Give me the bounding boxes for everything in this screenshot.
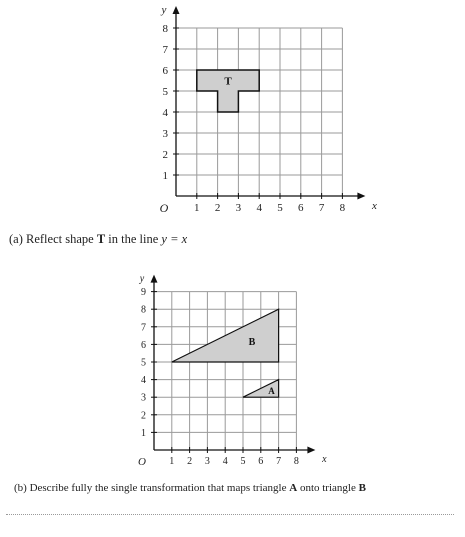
- y-tick-label: 3: [141, 392, 146, 404]
- y-tick-label: 9: [141, 287, 146, 299]
- x-tick-label: 6: [298, 202, 304, 214]
- triangle-B-label: B: [248, 336, 256, 348]
- y-tick-label: 8: [141, 304, 146, 316]
- x-tick-label: 2: [187, 456, 193, 467]
- y-tick-label: 6: [162, 64, 168, 77]
- shape-T-group: [197, 70, 259, 112]
- x-tick-label: 3: [235, 202, 242, 214]
- answer-line: [6, 514, 454, 515]
- y-axis-arrow: [173, 6, 180, 14]
- x-tick-label: 4: [256, 202, 262, 214]
- question-a-prefix: (a) Reflect shape: [9, 232, 97, 246]
- y-tick-label: 1: [162, 169, 168, 182]
- question-b-prefix: (b) Describe fully the single transformation that maps triangle: [14, 482, 290, 494]
- question-a-middle: in the line: [105, 232, 162, 246]
- shape-T-label: T: [224, 75, 232, 88]
- graph-shape-T: [0, 0, 465, 225]
- y-axis-label: y: [139, 273, 145, 285]
- x-tick-label: 6: [258, 456, 264, 467]
- y-tick-label: 5: [162, 85, 168, 98]
- y-tick-label: 7: [141, 322, 146, 334]
- axes: [173, 6, 366, 200]
- x-tick-label: 7: [318, 202, 325, 214]
- x-tick-label: 5: [240, 456, 246, 467]
- y-axis-arrow: [151, 275, 158, 283]
- x-tick-label: 2: [214, 202, 221, 214]
- y-tick-label: 5: [141, 357, 146, 369]
- question-a: [9, 232, 187, 247]
- y-tick-label: 4: [141, 375, 146, 387]
- y-tick-label: 4: [162, 106, 168, 119]
- grid: [176, 28, 342, 196]
- x-axis-arrow: [357, 193, 365, 200]
- y-tick-label: 3: [162, 127, 168, 140]
- axis-labels: [160, 4, 377, 215]
- question-b-triangle-b: B: [358, 482, 366, 494]
- question-b-middle: onto triangle: [297, 482, 359, 494]
- y-tick-label: 1: [141, 427, 146, 439]
- y-tick-label: 2: [162, 148, 168, 161]
- x-tick-label: 5: [277, 202, 283, 214]
- y-tick-label: 6: [141, 339, 146, 351]
- x-axis-arrow: [307, 447, 315, 454]
- question-a-equation: y = x: [161, 232, 188, 246]
- x-axis-label: x: [322, 454, 327, 465]
- graph-triangles-A-B: [0, 262, 465, 477]
- origin-label: O: [159, 201, 169, 215]
- y-tick-label: 7: [162, 43, 168, 56]
- question-a-shape-name: T: [96, 232, 106, 246]
- question-b: [14, 482, 366, 494]
- y-axis-label: y: [161, 4, 167, 16]
- x-axis-label: x: [371, 200, 377, 212]
- x-tick-label: 8: [293, 456, 299, 467]
- x-tick-label: 7: [276, 456, 282, 467]
- x-tick-label: 1: [194, 202, 200, 214]
- origin-label: O: [138, 456, 146, 468]
- x-tick-label: 8: [339, 202, 346, 214]
- x-tick-label: 3: [204, 456, 210, 467]
- x-tick-label: 4: [222, 456, 228, 467]
- question-b-triangle-a: A: [289, 482, 298, 494]
- axes: [151, 275, 316, 454]
- axis-labels: [138, 274, 327, 468]
- y-tick-label: 2: [141, 410, 146, 422]
- triangle-A-label: A: [268, 386, 275, 397]
- y-tick-label: 8: [162, 22, 168, 35]
- x-tick-label: 1: [169, 456, 175, 467]
